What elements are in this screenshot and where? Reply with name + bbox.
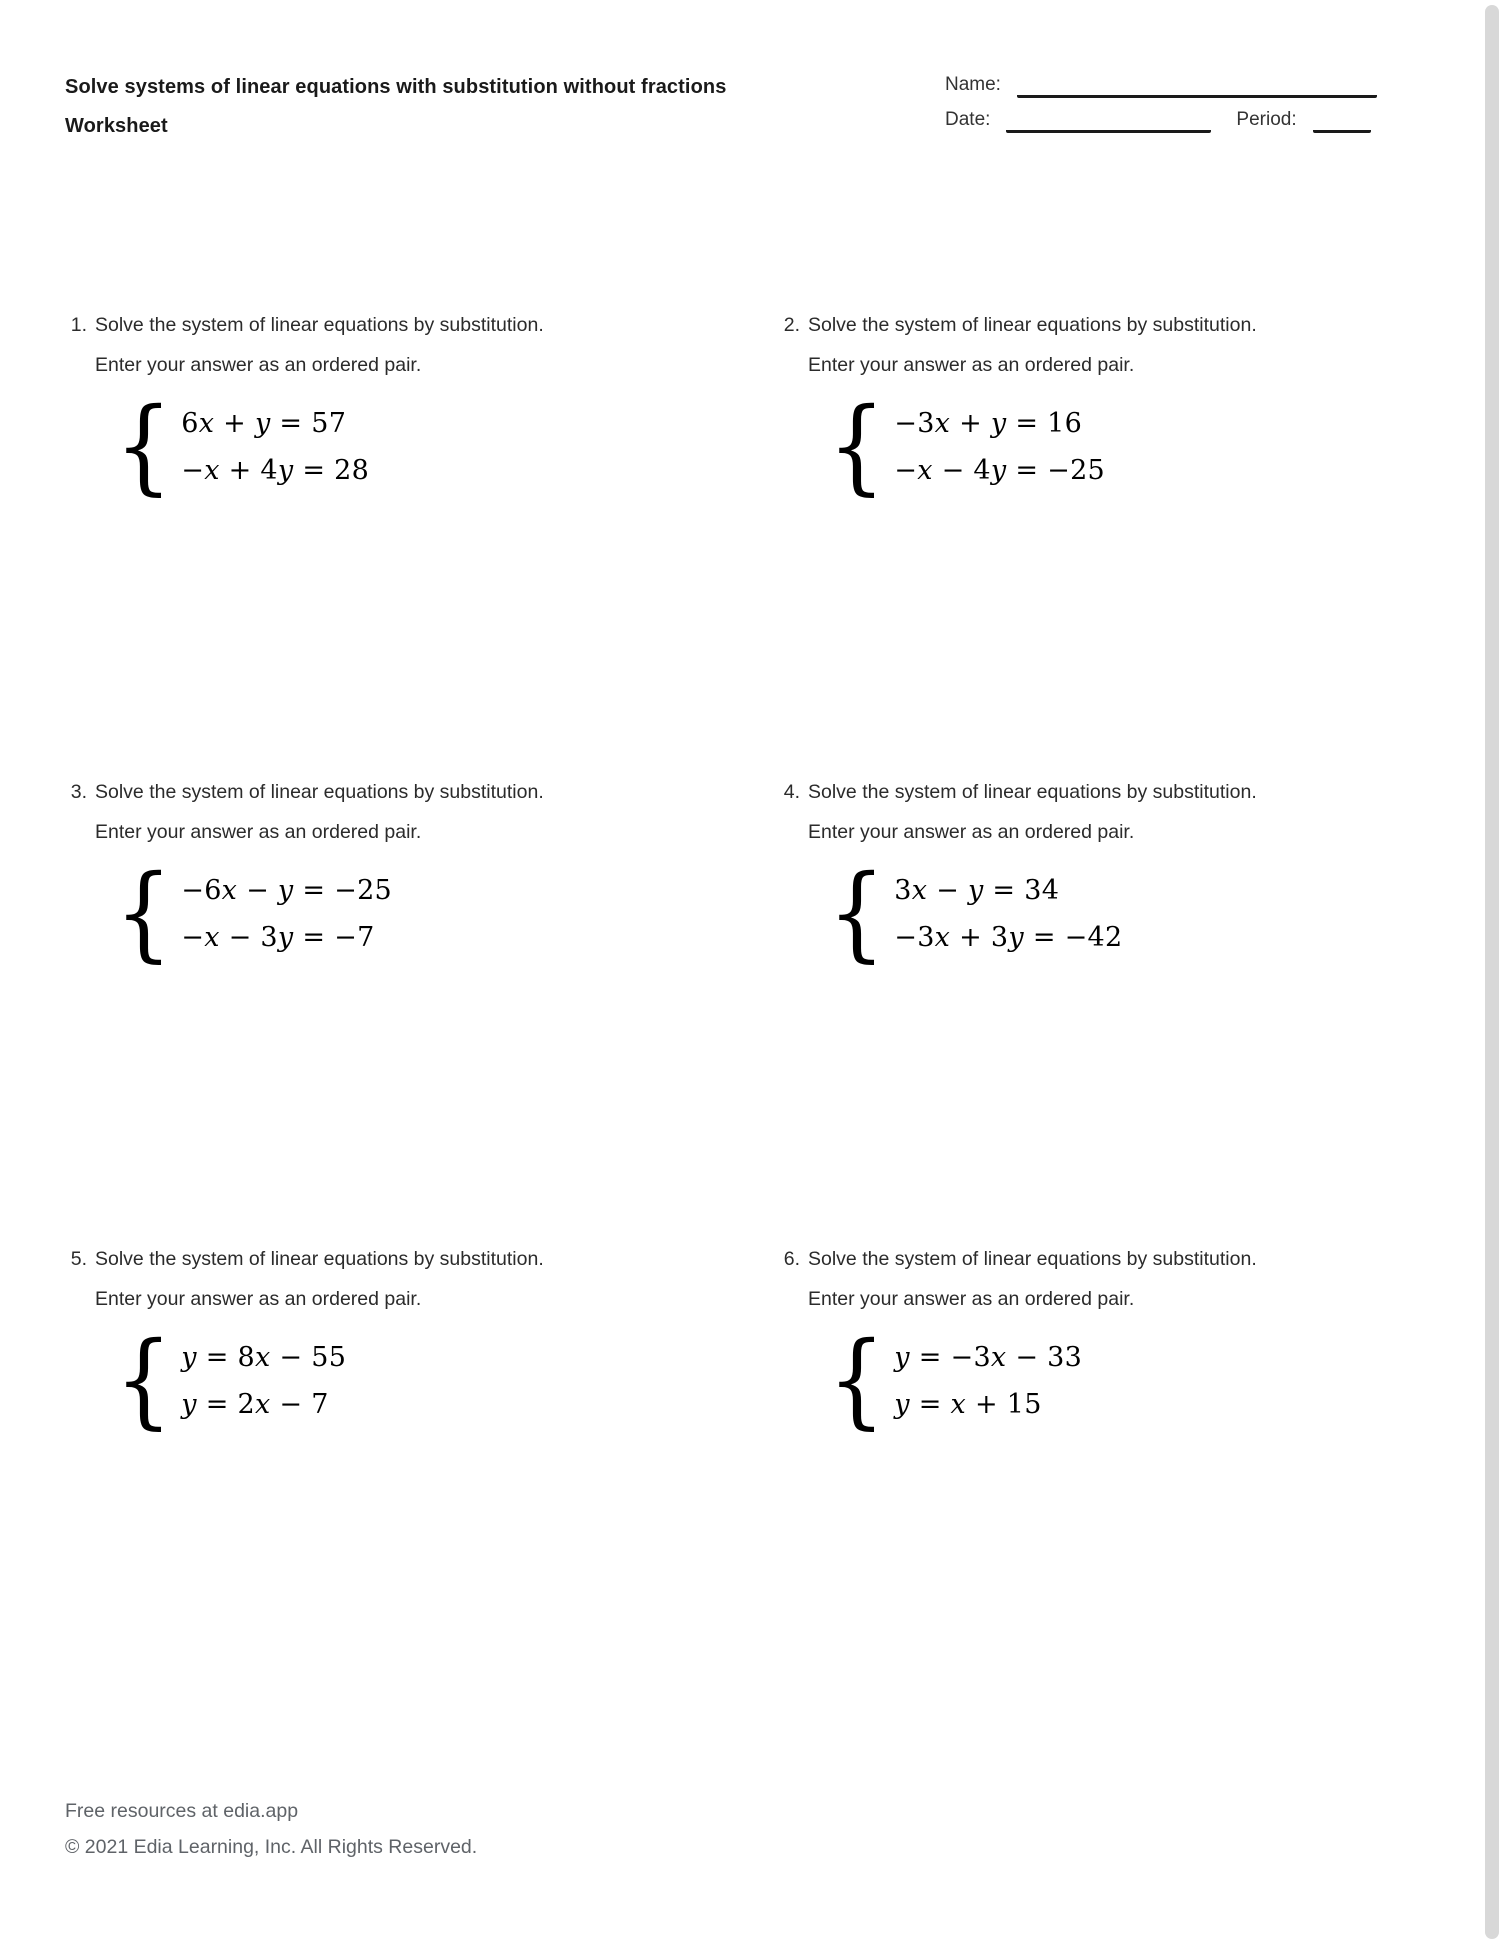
problem-2 bbox=[778, 305, 1418, 772]
name-blank-line bbox=[1017, 76, 1377, 98]
name-label: Name: bbox=[945, 74, 1001, 95]
problem-3-number: 3. bbox=[70, 781, 87, 803]
equation: −3x + y = 16 bbox=[894, 408, 1083, 439]
problem-4-system bbox=[828, 853, 1418, 974]
problem-2-number: 2. bbox=[783, 314, 800, 336]
problem-6-prompt bbox=[778, 1239, 1418, 1319]
problem-6-system bbox=[828, 1320, 1418, 1441]
equation: y = −3x − 33 bbox=[894, 1342, 1083, 1373]
left-brace: { bbox=[828, 853, 886, 974]
equation: y = 8x − 55 bbox=[181, 1342, 347, 1373]
equation: 6x + y = 57 bbox=[181, 408, 347, 439]
problem-4-text: Solve the system of linear equations by substitution. Enter your answer as an ordered pair. bbox=[808, 781, 1257, 843]
problem-4-equations bbox=[894, 867, 1122, 961]
date-period-row bbox=[945, 107, 1395, 133]
problem-3-system bbox=[115, 853, 778, 974]
problem-1 bbox=[65, 305, 778, 772]
problem-3-prompt bbox=[65, 772, 778, 852]
left-brace: { bbox=[115, 853, 173, 974]
left-brace: { bbox=[115, 386, 173, 507]
footer-copyright-text: © 2021 Edia Learning, Inc. All Rights Reserved. bbox=[65, 1836, 478, 1858]
problem-3 bbox=[65, 772, 778, 1239]
problem-5 bbox=[65, 1239, 778, 1706]
problem-2-system bbox=[828, 386, 1418, 507]
problem-6-text: Solve the system of linear equations by substitution. Enter your answer as an ordered pair. bbox=[808, 1248, 1257, 1310]
problem-1-system bbox=[115, 386, 778, 507]
page-subtitle: Worksheet bbox=[65, 115, 168, 137]
problem-2-text: Solve the system of linear equations by substitution. Enter your answer as an ordered pair. bbox=[808, 314, 1257, 376]
equation: −x + 4y = 28 bbox=[181, 455, 370, 486]
period-blank-line bbox=[1313, 111, 1371, 133]
equation: −x − 4y = −25 bbox=[894, 455, 1106, 486]
problem-1-prompt bbox=[65, 305, 778, 385]
page-footer bbox=[65, 1793, 477, 1865]
name-row bbox=[945, 72, 1395, 98]
problem-4-prompt bbox=[778, 772, 1418, 852]
problem-2-equations bbox=[894, 400, 1105, 494]
problem-6-number: 6. bbox=[783, 1248, 800, 1270]
problem-4 bbox=[778, 772, 1418, 1239]
problem-1-equations bbox=[181, 400, 369, 494]
date-blank-line bbox=[1006, 111, 1211, 133]
problem-5-prompt bbox=[65, 1239, 778, 1319]
left-brace: { bbox=[828, 386, 886, 507]
problem-1-number: 1. bbox=[70, 314, 87, 336]
problem-3-text: Solve the system of linear equations by substitution. Enter your answer as an ordered pair. bbox=[95, 781, 544, 843]
problem-6-equations bbox=[894, 1334, 1082, 1428]
problem-2-prompt bbox=[778, 305, 1418, 385]
equation: y = x + 15 bbox=[894, 1389, 1042, 1420]
problems-grid bbox=[65, 305, 1418, 1706]
problem-1-text: Solve the system of linear equations by substitution. Enter your answer as an ordered pair. bbox=[95, 314, 544, 376]
period-label: Period: bbox=[1236, 109, 1297, 130]
problem-3-equations bbox=[181, 867, 392, 961]
date-label: Date: bbox=[945, 109, 991, 130]
scrollbar[interactable] bbox=[1485, 5, 1499, 1939]
problem-6 bbox=[778, 1239, 1418, 1706]
equation: −x − 3y = −7 bbox=[181, 922, 375, 953]
footer-resources-text: Free resources at edia.app bbox=[65, 1800, 299, 1822]
equation: y = 2x − 7 bbox=[181, 1389, 329, 1420]
page-title: Solve systems of linear equations with substitution without fractions bbox=[65, 76, 727, 98]
worksheet-header bbox=[65, 68, 1395, 146]
left-brace: { bbox=[115, 1320, 173, 1441]
equation: −3x + 3y = −42 bbox=[894, 922, 1123, 953]
problem-5-system bbox=[115, 1320, 778, 1441]
problem-5-equations bbox=[181, 1334, 346, 1428]
equation: −6x − y = −25 bbox=[181, 875, 393, 906]
student-fields bbox=[945, 72, 1395, 142]
problem-5-number: 5. bbox=[70, 1248, 87, 1270]
problem-5-text: Solve the system of linear equations by substitution. Enter your answer as an ordered pair. bbox=[95, 1248, 544, 1310]
problem-4-number: 4. bbox=[783, 781, 800, 803]
equation: 3x − y = 34 bbox=[894, 875, 1060, 906]
left-brace: { bbox=[828, 1320, 886, 1441]
